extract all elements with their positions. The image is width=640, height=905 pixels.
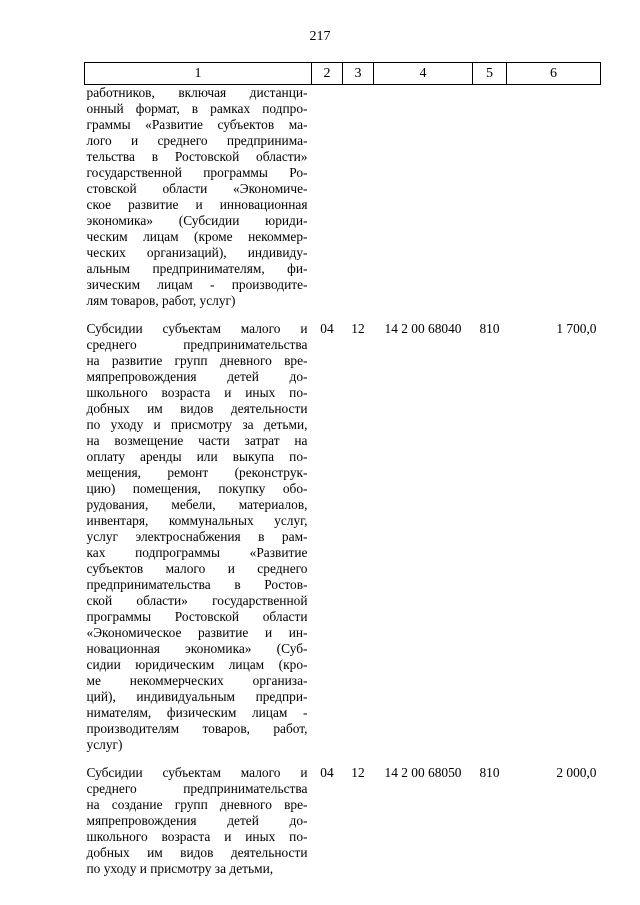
row-amount xyxy=(507,85,601,310)
row-amount: 1 700,0 xyxy=(556,321,597,336)
description-line: нимателям, физическим лицам - xyxy=(86,705,308,720)
description-line: рудования, мебели, материалов, xyxy=(86,497,308,512)
row-section-code xyxy=(312,85,343,310)
row-description xyxy=(85,753,312,877)
row-description xyxy=(85,309,312,753)
description-line: по уходу и присмотру за детьми, xyxy=(86,861,274,876)
description-line: услуг электроснабжения в рам- xyxy=(86,529,308,544)
row-expense-type xyxy=(473,85,507,310)
description-line: онный формат, в рамках подпро- xyxy=(86,101,308,116)
table-row xyxy=(85,85,601,310)
column-header-1: 1 xyxy=(85,63,312,85)
description-line: «Экономическое развитие и ин- xyxy=(86,625,308,640)
column-header-3: 3 xyxy=(343,63,374,85)
description-line: на создание групп дневного вре- xyxy=(86,797,308,812)
row-subsection-code: 12 xyxy=(351,765,365,780)
description-line: мещения, ремонт (реконструк- xyxy=(86,465,308,480)
column-header-2: 2 xyxy=(312,63,343,85)
description-line: производителям товаров, работ, xyxy=(86,721,308,736)
row-section-code: 04 xyxy=(320,765,334,780)
description-line: новационная экономика» (Суб- xyxy=(86,641,308,656)
description-line: программы Ростовской области xyxy=(86,609,308,624)
description-line: сидии юридическим лицам (кро- xyxy=(86,657,308,672)
table-row xyxy=(85,753,601,877)
table-header xyxy=(85,63,601,85)
description-line: работников, включая дистанци- xyxy=(86,85,308,100)
description-line: цию) помещения, покупку обо- xyxy=(86,481,308,496)
description-line: по уходу и присмотру за детьми, xyxy=(86,417,308,432)
row-description xyxy=(85,85,312,310)
description-line: ческим лицам (кроме некоммер- xyxy=(86,229,308,244)
description-line: школьного возраста и иных по- xyxy=(86,829,308,844)
row-subsection-code: 12 xyxy=(351,321,365,336)
description-line: оплату аренды или выкупа по- xyxy=(86,449,308,464)
page-number: 217 xyxy=(309,29,331,44)
budget-table xyxy=(84,62,601,877)
description-line: зическим лицам - производите- xyxy=(86,277,308,292)
description-line: школьного возраста и иных по- xyxy=(86,385,308,400)
row-target-article: 14 2 00 68050 xyxy=(384,765,462,780)
table-body xyxy=(85,85,601,878)
description-line: ческих организаций), индивиду- xyxy=(86,245,308,260)
description-line: на возмещение части затрат на xyxy=(86,433,308,448)
description-line: инвентаря, коммунальных услуг, xyxy=(86,513,308,528)
description-line: мяпрепровождения детей до- xyxy=(86,813,308,828)
description-line: мяпрепровождения детей до- xyxy=(86,369,308,384)
description-line: ской области» государственной xyxy=(86,593,308,608)
description-line: добных им видов деятельности xyxy=(86,401,308,416)
column-header-4: 4 xyxy=(374,63,473,85)
row-amount: 2 000,0 xyxy=(556,765,597,780)
description-line: Субсидии субъектам малого и xyxy=(86,321,308,336)
row-expense-type: 810 xyxy=(479,765,500,780)
description-line: альным предпринимателям, фи- xyxy=(86,261,308,276)
description-line: Субсидии субъектам малого и xyxy=(86,765,308,780)
column-header-6: 6 xyxy=(507,63,601,85)
description-line: стовской области «Экономиче- xyxy=(86,181,308,196)
description-line: ций), индивидуальным предпри- xyxy=(86,689,308,704)
description-line: среднего предпринимательства xyxy=(86,337,308,352)
description-line: среднего предпринимательства xyxy=(86,781,308,796)
description-line: добных им видов деятельности xyxy=(86,845,308,860)
description-line: ках подпрограммы «Развитие xyxy=(86,545,308,560)
description-line: тельства в Ростовской области» xyxy=(86,149,308,164)
description-line: субъектов малого и среднего xyxy=(86,561,308,576)
description-line: экономика» (Субсидии юриди- xyxy=(86,213,308,228)
description-line: ское развитие и инновационная xyxy=(86,197,308,212)
column-header-5: 5 xyxy=(473,63,507,85)
row-expense-type: 810 xyxy=(479,321,500,336)
description-line: государственной программы Ро- xyxy=(86,165,308,180)
description-line: ме некоммерческих организа- xyxy=(86,673,308,688)
table-row xyxy=(85,309,601,753)
header-row xyxy=(85,63,601,85)
row-target-article xyxy=(374,85,473,310)
description-line: граммы «Развитие субъектов ма- xyxy=(86,117,308,132)
row-target-article: 14 2 00 68040 xyxy=(384,321,462,336)
description-line: на развитие групп дневного вре- xyxy=(86,353,308,368)
description-line: предпринимательства в Ростов- xyxy=(86,577,308,592)
row-subsection-code xyxy=(343,85,374,310)
description-line: услуг) xyxy=(86,737,123,752)
description-line: лого и среднего предпринима- xyxy=(86,133,308,148)
row-section-code: 04 xyxy=(320,321,334,336)
description-line: лям товаров, работ, услуг) xyxy=(86,293,236,308)
